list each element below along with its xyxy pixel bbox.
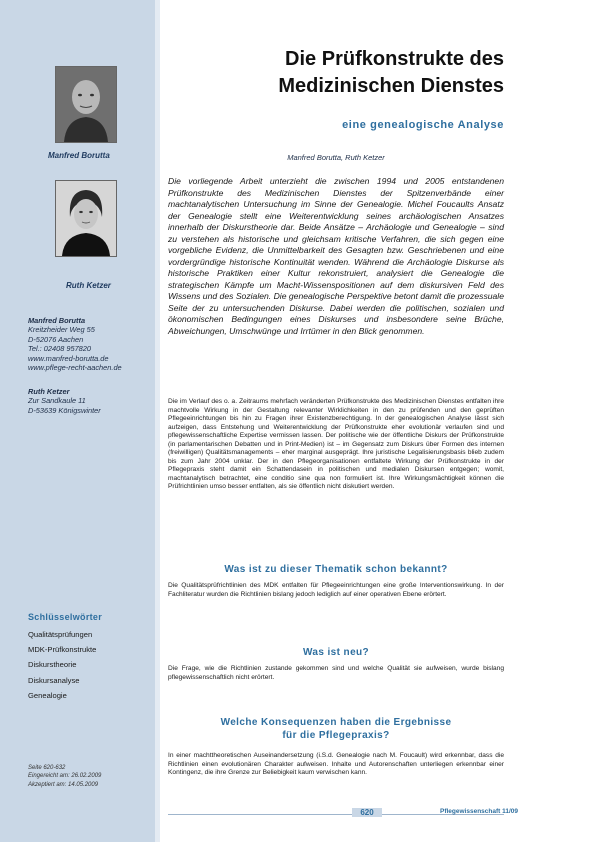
website-link[interactable]: www.pflege-recht-aachen.de — [28, 363, 122, 373]
portrait-icon — [56, 181, 116, 256]
intro-paragraph: Die im Verlauf des o. a. Zeitraums mehrfach veränderten Prüfkonstrukte des Medizinischen Dienstes entfalten ihre machtvolle Wirkung in der Gestaltung relevanter Wirklichkeiten in den zu prüfenden und den geprüften Pflegeeinrichtungen bis hin zu Fragen ihrer Existenzberechtigung. In der genealogischen Analyse lässt sich aufzeigen, dass Entstehung und Weiterentwicklung der Prüfkonstrukte eher evolutionär verlaufen sind und pflegewissenschaftliche Expertise vermissen lassen. Der politische wie der öffentliche Diskurs der Prüfkonstrukte (in parlamentarischen Debatten und in Print-Medien) ist – im Gegensatz zum Diskurs über Formen des internen (freiwilligen) Qualitätsmanagements – eher marginal ausgeprägt. Ihre juristische Legalisierungsbasis blieb zudem bis zum Jahr 2004 unklar. Der in den Pflegeorganisationen entfaltete Wirkung der Prüfkonstrukte in der Pflegepraxis steht damit ein Schattendasein in politischen und medialen Diskursen entgegen; womit, machtanalytisch betrachtet, eine conditio sine qua non formuliert ist. Ihre Wirkungsmächtigkeit können die Prüfrichtlinien umso besser entfalten, als sie öffentlich nicht diskutiert werden. — [168, 398, 504, 490]
page-number: 620 — [352, 808, 382, 817]
photo-caption-ketzer: Ruth Ketzer — [66, 281, 111, 290]
heading-line: Welche Konsequenzen haben die Ergebnisse — [220, 717, 452, 728]
author-name: Manfred Borutta — [28, 316, 86, 325]
keyword-item: Diskursanalyse — [28, 675, 80, 685]
section-text-consequences: In einer machttheoretischen Auseinandersetzung (i.S.d. Genealogie nach M. Foucault) wird erkennbar, dass die Richtlinien einen evolutionären Charakter aufweisen. Inhalte und Autorenschaften unterliegen erkennbar einer Kontingenz, die ihre Grenze zur Beliebigkeit kaum verwischen kann. — [168, 752, 504, 776]
title-line: Die Prüfkonstrukte des — [285, 48, 504, 70]
article-subtitle: eine genealogische Analyse — [342, 119, 504, 131]
keyword-item: MDK-Prüfkonstrukte — [28, 645, 97, 655]
author-photo-ketzer — [55, 180, 117, 257]
heading-line: für die Pflegepraxis? — [282, 730, 390, 741]
photo-caption-borutta: Manfred Borutta — [48, 151, 110, 160]
keywords-list — [28, 627, 96, 703]
keywords-title: Schlüsselwörter — [28, 612, 103, 622]
address-line: Zur Sandkaule 11 — [28, 396, 86, 406]
address-line: D-52076 Aachen — [28, 334, 84, 344]
heading-line: Was ist neu? — [302, 647, 370, 658]
keyword-item: Diskurstheorie — [28, 660, 77, 670]
website-link[interactable]: www.manfred-borutta.de — [28, 353, 109, 363]
section-heading-new — [168, 646, 504, 659]
journal-name: Pflegewissenschaft 11/09 — [440, 808, 519, 815]
keyword-item: Qualitätsprüfungen — [28, 630, 93, 639]
sidebar-edge — [155, 0, 160, 842]
submitted-date: Eingereicht am: 26.02.2009 — [28, 773, 102, 780]
author-address-borutta — [28, 316, 122, 372]
portrait-icon — [56, 67, 116, 142]
section-heading-known — [168, 563, 504, 576]
author-photo-borutta — [55, 66, 117, 143]
author-address-ketzer — [28, 387, 101, 415]
heading-line: Was ist zu dieser Thematik schon bekannt? — [224, 564, 448, 575]
section-text-new: Die Frage, wie die Richtlinien zustande gekommen sind und welche Qualität sie aufweisen, wurde bislang pflegewissenschaftlich nicht erörtert. — [168, 665, 504, 681]
page-range: Seite 620-632 — [28, 765, 66, 771]
article-title — [168, 46, 504, 100]
submission-meta — [28, 764, 101, 789]
author-name: Ruth Ketzer — [28, 387, 70, 396]
keyword-item: Genealogie — [28, 690, 67, 700]
phone-line: Tel.: 02408 957820 — [28, 344, 92, 354]
section-text-known: Die Qualitätsprüfrichtlinien des MDK entfalten für Pflegeeinrichtungen eine große Interventionswirkung. In der Fachliteratur wurden die Richtlinien bislang jedoch lediglich auf einer operativen Ebene erörtert. — [168, 582, 504, 598]
accepted-date: Akzeptiert am: 14.05.2009 — [28, 781, 99, 788]
address-line: Kreitzheider Weg 55 — [28, 325, 95, 335]
address-line: D-53639 Königswinter — [28, 405, 101, 415]
title-line: Medizinischen Dienstes — [278, 75, 504, 97]
author-byline: Manfred Borutta, Ruth Ketzer — [287, 153, 385, 162]
section-heading-consequences — [168, 716, 504, 742]
abstract: Die vorliegende Arbeit unterzieht die zwischen 1994 und 2005 entstandenen Prüfkonstrukte des Medizinischen Dienstes der Spitzenverbände einer machtanalytischen Untersuchung im Sinne der Genealogie. Michel Foucaults Ansatz der Genealogie stellt eine Weiterentwicklung seines archäologischen Ansatzes innerhalb der Diskurstheorie dar. Beide Ansätze – Archäologie und Genealogie – sind zu verstehen als historische und gleichsam kritische Verfahren, die sich gegen eine vorgebliche Evidenz, die Unmittelbarkeit des Gesagten bzw. Geschriebenen und eine vordergründige historische Kontinuität wenden. Während die Archäologie Diskurse als historische Praktiken einer Kultur rekonstruiert, analysiert die Genealogie die strategischen Kämpfe um Macht-Wissenspositionen auf dem diskursiven Feld des Wissens und des Sozialen. Die genealogische Perspektive betont damit die prozessuale Seite der zu untersuchenden Diskurse. Dabei werden die politischen, sozialen und ökonomischen Bedingungen eines Diskurses und insbesondere seine Brüche, Abweichungen, Umschwünge und Irrtümer in den Blick genommen. — [168, 176, 504, 336]
